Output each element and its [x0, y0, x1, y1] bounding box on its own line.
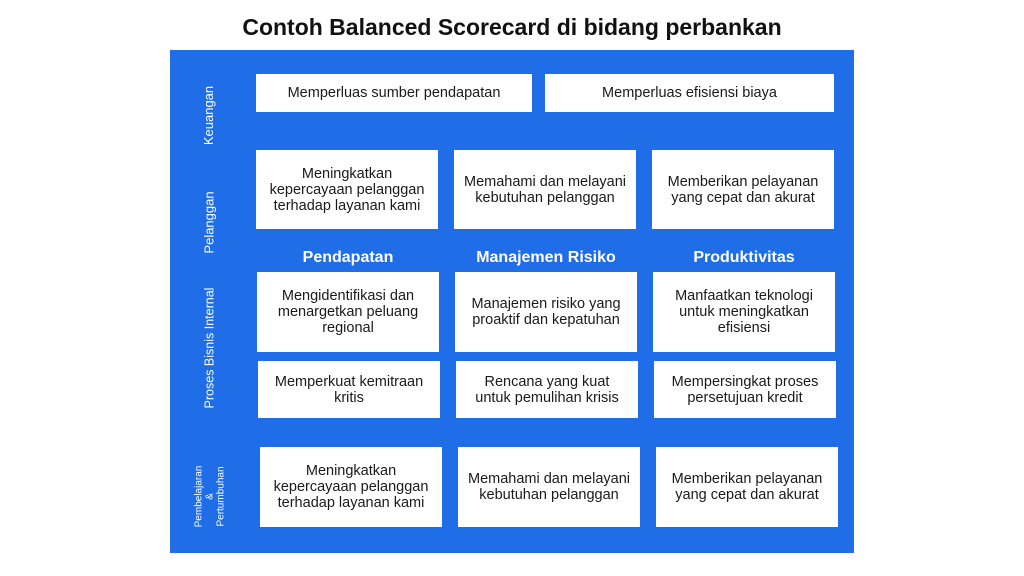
page-title: Contoh Balanced Scorecard di bidang perbankan — [242, 14, 782, 40]
objective-box-customer-1: Meningkatkan kepercayaan pelanggan terhadap layanan kami — [256, 150, 438, 229]
objective-box-learning-2: Memahami dan melayani kebutuhan pelanggan — [458, 447, 640, 527]
column-header-productivity: Produktivitas — [693, 249, 795, 266]
objective-box-customer-3: Memberikan pelayanan yang cepat dan akurat — [652, 150, 834, 229]
objective-box-internal-4: Memperkuat kemitraan kritis — [258, 361, 440, 418]
perspective-label-financial: Keuangan — [201, 85, 217, 145]
objective-box-internal-1: Mengidentifikasi dan menargetkan peluang regional — [257, 272, 439, 352]
objective-box-internal-5: Rencana yang kuat untuk pemulihan krisis — [456, 361, 638, 418]
perspective-label-internal: Proses Bisnis Internal — [202, 287, 217, 408]
objective-box-internal-6: Mempersingkat proses persetujuan kredit — [654, 361, 836, 418]
objective-box-learning-3: Memberikan pelayanan yang cepat dan akurat — [656, 447, 838, 527]
objective-box-internal-2: Manajemen risiko yang proaktif dan kepatuhan — [455, 272, 637, 352]
objective-box-learning-1: Meningkatkan kepercayaan pelanggan terhadap layanan kami — [260, 447, 442, 527]
column-header-risk-management: Manajemen Risiko — [476, 249, 616, 266]
column-header-revenue: Pendapatan — [302, 249, 394, 266]
objective-box-financial-1: Memperluas sumber pendapatan — [256, 74, 532, 112]
objective-box-financial-2: Memperluas efisiensi biaya — [545, 74, 834, 112]
objective-box-internal-3: Manfaatkan teknologi untuk meningkatkan efisiensi — [653, 272, 835, 352]
objective-box-customer-2: Memahami dan melayani kebutuhan pelanggan — [454, 150, 636, 229]
perspective-label-customer: Pelanggan — [201, 191, 217, 254]
perspective-label-learning: Pembelajaran & Pertumbuhan — [193, 465, 227, 527]
